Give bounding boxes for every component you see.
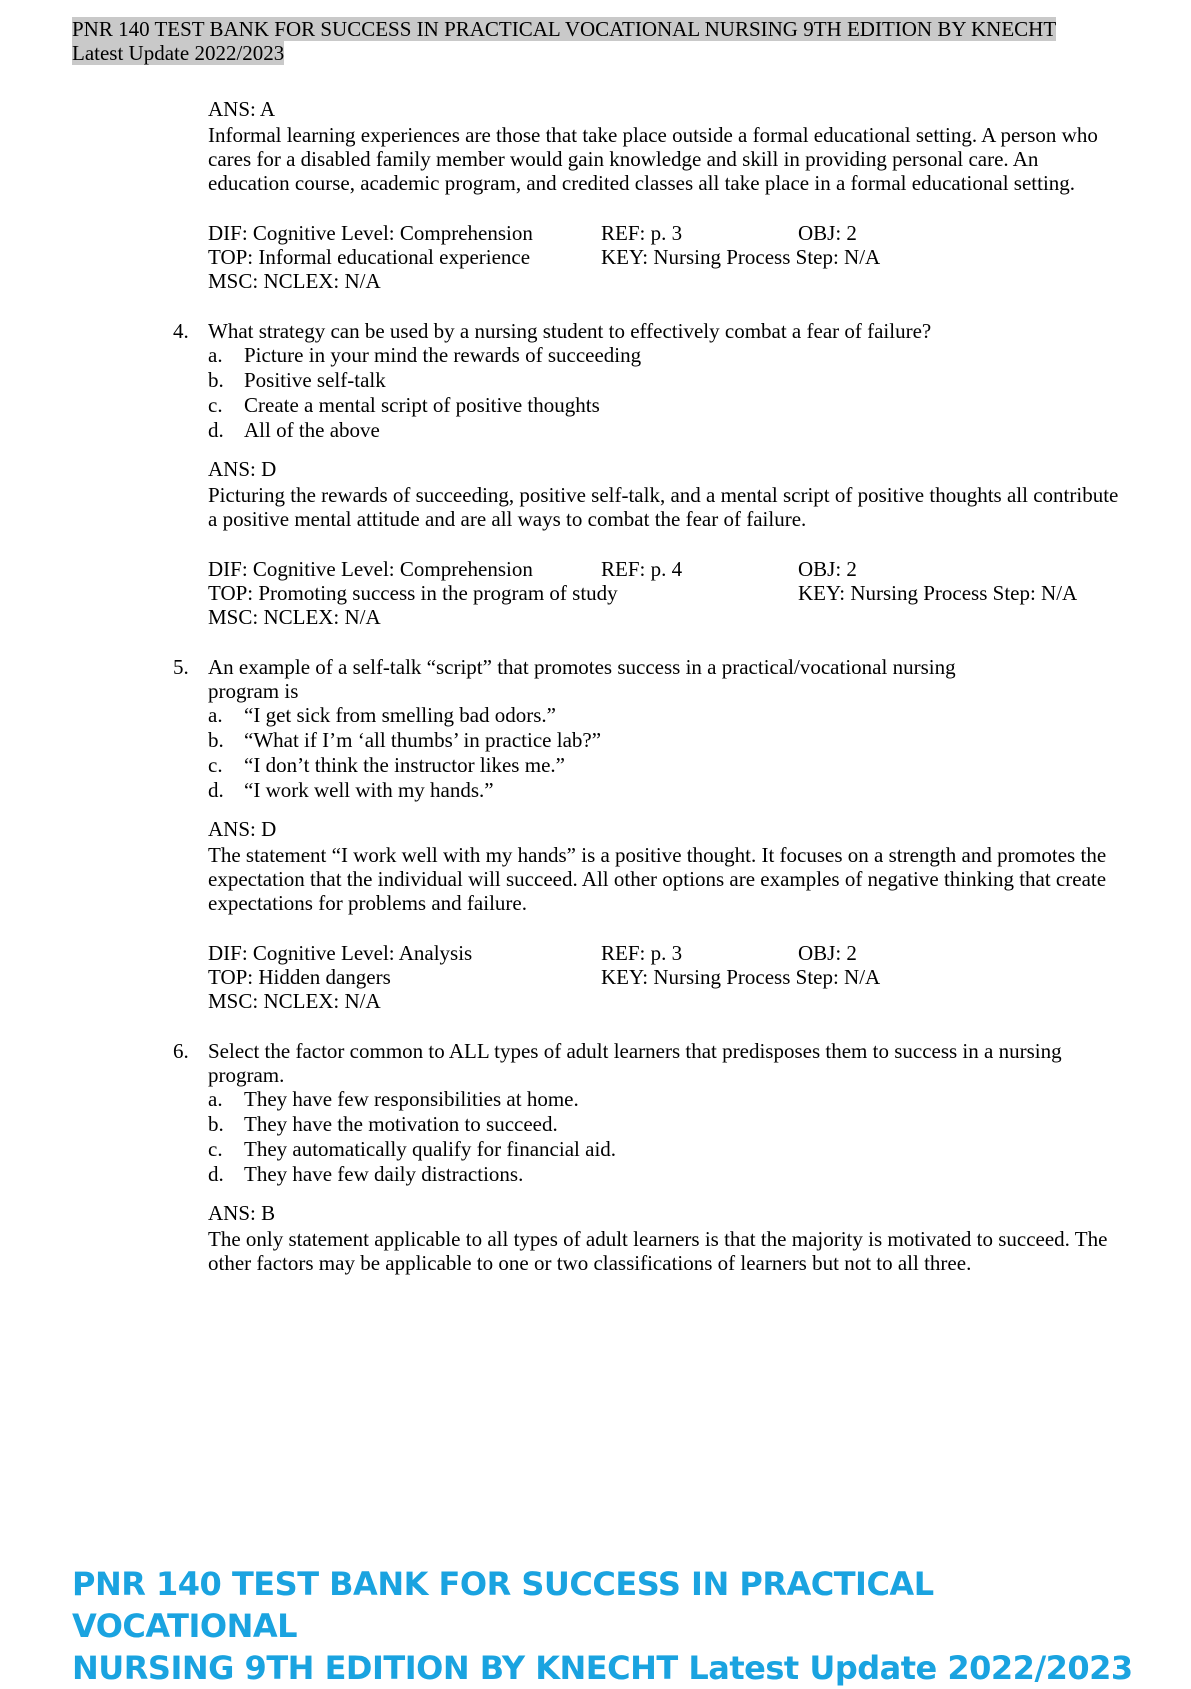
meta-ref: REF: p. 4 [601,557,683,581]
meta-msc: MSC: NCLEX: N/A [208,269,381,293]
question-item [0,319,1191,343]
option-letter: c. [208,393,223,417]
rationale-text: Informal learning experiences are those that take place outside a formal educational setting. A person who cares for a disabled family member would gain knowledge and skill in providing personal care. An education course, academic program, and credited classes all take place in a formal educational setting. [208,123,1098,195]
option-letter: d. [208,1162,224,1186]
meta-dif: DIF: Cognitive Level: Comprehension [208,221,533,245]
answer-option [208,368,1191,393]
answer-option [208,1087,1191,1112]
meta-obj: OBJ: 2 [798,941,857,965]
option-text: They have the motivation to succeed. [244,1112,558,1136]
answer-option [208,703,1191,728]
rationale-text: The statement “I work well with my hands” is a positive thought. It focuses on a strength and promotes the expectation that the individual will succeed. All other options are examples of negative thinking that create expectations for problems and failure. [208,843,1107,915]
answer-option [208,393,1191,418]
question-item [0,655,1191,703]
rationale-text: Picturing the rewards of succeeding, positive self-talk, and a mental script of positive thoughts all contribute a positive mental attitude and are all ways to combat the fear of failure. [208,483,1119,531]
question-item [0,1039,1191,1087]
meta-ref: REF: p. 3 [601,941,683,965]
question-text: Select the factor common to ALL types of adult learners that predisposes them to success in a nursing program. [208,1039,1062,1087]
meta-top: TOP: Informal educational experience [208,245,531,269]
option-text: “I don’t think the instructor likes me.” [244,753,565,777]
answer-option [208,753,1191,778]
question-text: What strategy can be used by a nursing student to effectively combat a fear of failure? [208,319,932,343]
option-text: “I get sick from smelling bad odors.” [244,703,557,727]
question-number: 5. [173,655,189,679]
answer-option [208,343,1191,368]
question-metadata [208,941,1191,1013]
answer-option [208,728,1191,753]
option-text: They automatically qualify for financial aid. [244,1137,617,1161]
answer-label: ANS: A [208,97,276,121]
meta-msc: MSC: NCLEX: N/A [208,989,381,1013]
meta-key: KEY: Nursing Process Step: N/A [798,581,1078,605]
meta-top: TOP: Promoting success in the program of study [208,581,618,605]
question-metadata [208,557,1191,629]
page-header [72,17,1126,65]
question-metadata [208,221,1191,293]
meta-top: TOP: Hidden dangers [208,965,391,989]
document-body [0,97,1191,1275]
meta-key: KEY: Nursing Process Step: N/A [601,965,881,989]
question-text: An example of a self-talk “script” that promotes success in a practical/vocational nursing program is [208,655,956,703]
meta-obj: OBJ: 2 [798,557,857,581]
answer-label: ANS: D [208,817,277,841]
option-letter: c. [208,1137,223,1161]
option-letter: b. [208,728,224,752]
meta-dif: DIF: Cognitive Level: Analysis [208,941,473,965]
option-text: Create a mental script of positive thoughts [244,393,600,417]
footer-line-2: NURSING 9TH EDITION BY KNECHT Latest Update 2022/2023 [72,1649,1133,1687]
footer-line-1: PNR 140 TEST BANK FOR SUCCESS IN PRACTICAL VOCATIONAL [72,1565,934,1645]
answer-option [208,418,1191,443]
meta-key: KEY: Nursing Process Step: N/A [601,245,881,269]
option-text: All of the above [244,418,380,442]
option-text: Picture in your mind the rewards of succeeding [244,343,642,367]
option-letter: d. [208,418,224,442]
option-letter: a. [208,1087,223,1111]
answer-option [208,778,1191,803]
page-footer [72,1563,1162,1689]
header-line-1: PNR 140 TEST BANK FOR SUCCESS IN PRACTICAL VOCATIONAL NURSING 9TH EDITION BY KNECHT [72,17,1057,41]
rationale-text: The only statement applicable to all types of adult learners is that the majority is motivated to succeed. The other factors may be applicable to one or two classifications of learners but not to all three. [208,1227,1108,1275]
meta-dif: DIF: Cognitive Level: Comprehension [208,557,533,581]
meta-msc: MSC: NCLEX: N/A [208,605,381,629]
answer-label: ANS: D [208,457,277,481]
answer-option [208,1112,1191,1137]
option-text: “What if I’m ‘all thumbs’ in practice lab?” [244,728,602,752]
option-letter: b. [208,368,224,392]
option-letter: a. [208,343,223,367]
option-text: They have few responsibilities at home. [244,1087,579,1111]
question-number: 6. [173,1039,189,1063]
answer-option [208,1137,1191,1162]
option-letter: b. [208,1112,224,1136]
question-number: 4. [173,319,189,343]
meta-ref: REF: p. 3 [601,221,683,245]
option-letter: d. [208,778,224,802]
meta-obj: OBJ: 2 [798,221,857,245]
answer-label: ANS: B [208,1201,276,1225]
option-text: Positive self-talk [244,368,386,392]
option-text: They have few daily distractions. [244,1162,524,1186]
option-letter: a. [208,703,223,727]
option-letter: c. [208,753,223,777]
option-text: “I work well with my hands.” [244,778,494,802]
header-line-2: Latest Update 2022/2023 [72,41,285,65]
answer-option [208,1162,1191,1187]
